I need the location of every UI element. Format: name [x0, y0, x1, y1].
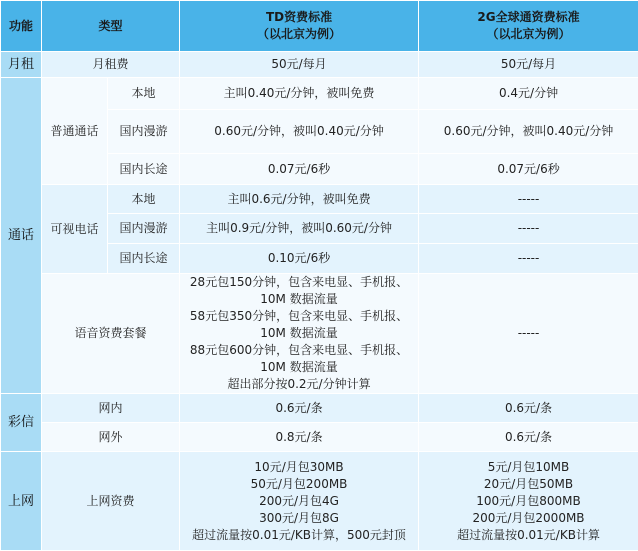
table-row-voice-package	[1, 274, 638, 394]
package-line: 88元包600分钟，包含来电显、手机报、10M 数据流量	[184, 342, 414, 376]
td-internet-cell	[180, 452, 419, 551]
g2-price-cell: 0.6元/条	[419, 394, 638, 423]
header-td-subtitle: （以北京为例）	[184, 26, 414, 43]
g2-price-cell: -----	[419, 214, 638, 244]
type-cell: 国内长途	[108, 244, 180, 274]
subgroup-video-calls: 可视电话	[42, 185, 108, 274]
internet-line: 20元/月包50MB	[423, 476, 634, 493]
internet-line: 超过流量按0.01元/KB计算，500元封顶	[184, 527, 414, 544]
internet-line: 50元/月包200MB	[184, 476, 414, 493]
type-cell: 网内	[42, 394, 180, 423]
type-cell: 上网资费	[42, 452, 180, 551]
td-price-cell: 50元/每月	[180, 52, 419, 78]
td-price-cell: 0.07元/6秒	[180, 154, 419, 185]
table-row-mms-external	[1, 423, 638, 452]
type-cell: 本地	[108, 78, 180, 110]
type-cell: 国内漫游	[108, 110, 180, 154]
g2-price-cell: 0.60元/分钟，被叫0.40元/分钟	[419, 110, 638, 154]
type-cell: 月租费	[42, 52, 180, 78]
internet-line: 100元/月包800MB	[423, 493, 634, 510]
header-function: 功能	[1, 1, 42, 52]
td-price-cell: 0.10元/6秒	[180, 244, 419, 274]
package-line: 28元包150分钟，包含来电显、手机报、10M 数据流量	[184, 274, 414, 308]
type-cell: 本地	[108, 185, 180, 214]
table-row-mms-internal	[1, 394, 638, 423]
internet-line: 300元/月包8G	[184, 510, 414, 527]
g2-price-cell: 50元/每月	[419, 52, 638, 78]
header-type: 类型	[42, 1, 180, 52]
g2-price-cell: -----	[419, 244, 638, 274]
table-row-internet	[1, 452, 638, 551]
table-row-monthly	[1, 52, 638, 78]
td-price-cell: 0.8元/条	[180, 423, 419, 452]
type-cell: 国内漫游	[108, 214, 180, 244]
header-row	[1, 1, 638, 52]
g2-price-cell: 0.07元/6秒	[419, 154, 638, 185]
type-cell: 网外	[42, 423, 180, 452]
internet-line: 5元/月包10MB	[423, 459, 634, 476]
feature-monthly: 月租	[1, 52, 42, 78]
header-2g-title: 2G全球通资费标准	[423, 9, 634, 26]
internet-line: 200元/月包2000MB	[423, 510, 634, 527]
package-line: 58元包350分钟，包含来电显、手机报、10M 数据流量	[184, 308, 414, 342]
feature-internet: 上网	[1, 452, 42, 551]
td-price-cell: 主叫0.9元/分钟，被叫0.60元/分钟	[180, 214, 419, 244]
subgroup-normal-calls: 普通通话	[42, 78, 108, 185]
header-td	[180, 1, 419, 52]
td-package-cell	[180, 274, 419, 394]
type-cell: 国内长途	[108, 154, 180, 185]
table-row-normal-local	[1, 78, 638, 110]
g2-price-cell: -----	[419, 274, 638, 394]
type-cell: 语音资费套餐	[42, 274, 180, 394]
td-price-cell: 0.6元/条	[180, 394, 419, 423]
g2-price-cell: 0.4元/分钟	[419, 78, 638, 110]
table-row-video-local	[1, 185, 638, 214]
feature-calls: 通话	[1, 78, 42, 394]
internet-line: 超过流量按0.01元/KB计算	[423, 527, 634, 544]
g2-price-cell: -----	[419, 185, 638, 214]
td-price-cell: 主叫0.40元/分钟，被叫免费	[180, 78, 419, 110]
internet-line: 10元/月包30MB	[184, 459, 414, 476]
header-2g-subtitle: （以北京为例）	[423, 26, 634, 43]
package-line: 超出部分按0.2元/分钟计算	[184, 376, 414, 393]
td-price-cell: 主叫0.6元/分钟，被叫免费	[180, 185, 419, 214]
g2-price-cell: 0.6元/条	[419, 423, 638, 452]
header-2g	[419, 1, 638, 52]
td-price-cell: 0.60元/分钟，被叫0.40元/分钟	[180, 110, 419, 154]
header-td-title: TD资费标准	[184, 9, 414, 26]
g2-internet-cell	[419, 452, 638, 551]
internet-line: 200元/月包4G	[184, 493, 414, 510]
feature-mms: 彩信	[1, 394, 42, 452]
